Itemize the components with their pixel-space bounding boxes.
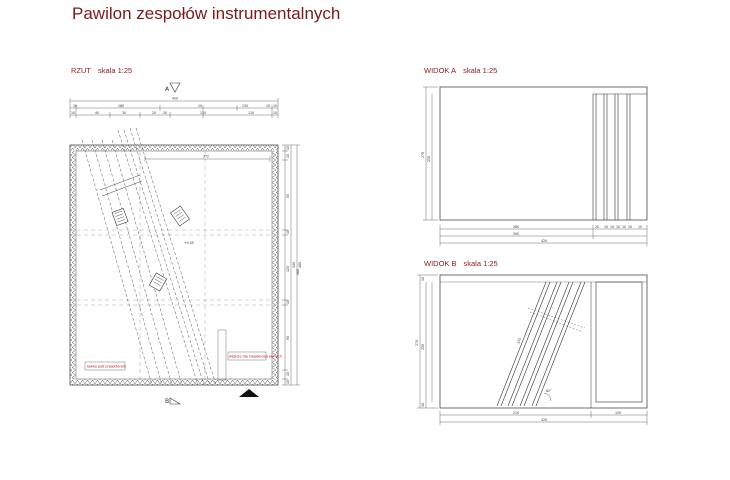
- widok-b-title: WIDOK B: [424, 259, 457, 268]
- view-a-drawing: [421, 87, 647, 246]
- view-b-overall: 420: [541, 418, 548, 422]
- view-a-b5: 10: [622, 225, 627, 229]
- plan-dim-2-3: 30: [122, 111, 127, 115]
- plan-right-dim-9: 10: [286, 379, 290, 384]
- plan-dim-2-2: 40: [95, 111, 100, 115]
- view-b-side-1: 10: [421, 276, 425, 281]
- plan-right-total-3: 460: [296, 268, 300, 275]
- plan-diagonal-bars: [82, 128, 216, 385]
- plan-dim-overall: 420: [172, 96, 179, 101]
- page-title: Pawilon zespołów instrumentalnych: [72, 4, 341, 23]
- plan-right-dim-7: 90: [286, 335, 290, 340]
- bench-note-text: ławka pod projektorem: [87, 364, 126, 369]
- view-a-height-inner: 250: [427, 155, 431, 162]
- instrument-3: [149, 273, 166, 291]
- view-a-b4: 10: [616, 225, 621, 229]
- bench-note: [85, 362, 127, 370]
- view-b-side-2: 10: [421, 402, 425, 407]
- plan-right-dim-8: 10: [286, 371, 290, 376]
- plan-right-dim-3: 50: [286, 193, 290, 198]
- plan-right-dim-2: 10: [286, 153, 290, 158]
- view-a-b1: 20: [595, 225, 600, 229]
- plan-dim-top-1: 10: [73, 104, 78, 108]
- plan-grid-dashed: [70, 145, 278, 385]
- plan-dim-2-5: 20: [163, 111, 168, 115]
- plan-right-total-1: 440: [292, 261, 296, 268]
- view-a-segment-2: 300: [513, 232, 520, 236]
- view-b-height-inner: 250: [421, 343, 425, 350]
- rzut-title: RZUT: [71, 66, 91, 75]
- rzut-scale: skala 1:25: [98, 66, 133, 75]
- plan-dim-inner: 372: [203, 154, 210, 159]
- view-a-b2: 10: [604, 225, 609, 229]
- view-a-b3: 10: [610, 225, 615, 229]
- section-marker-b: [165, 398, 180, 405]
- widok-a-scale: skala 1:25: [463, 66, 498, 75]
- view-b-bottom-right: 100: [615, 411, 622, 415]
- plan-dim-top-4: 130: [242, 104, 249, 108]
- entry-arrow-icon: [239, 389, 259, 397]
- plan-right-dim-6: 10: [286, 299, 290, 304]
- view-b-angle: 62°: [546, 389, 552, 393]
- view-a-overall: 420: [541, 239, 548, 243]
- view-b-height-outer: 270: [415, 339, 419, 346]
- plan-right-dim-1: 10: [286, 145, 290, 150]
- section-marker-a: [165, 83, 180, 93]
- widok-a-title: WIDOK A: [424, 66, 457, 75]
- instrument-2: [170, 206, 189, 226]
- plan-level-note: +0.05: [184, 241, 194, 245]
- view-a-b7: 10: [638, 225, 643, 229]
- plan-right-dim-4: 10: [286, 229, 290, 234]
- plan-walls: [70, 145, 278, 385]
- widok-b-scale: skala 1:25: [463, 259, 498, 268]
- plan-dim-top-5: 10: [266, 104, 271, 108]
- plan-dim-top-3: 10: [198, 104, 203, 108]
- section-a-text: A: [165, 86, 170, 93]
- view-b-diag: 375: [516, 337, 523, 345]
- view-a-height-outer: 270: [421, 151, 425, 158]
- section-b-text: B: [165, 398, 170, 405]
- plan-dim-2-4: 20: [152, 111, 157, 115]
- plan-dim-2-1: 10: [71, 111, 76, 115]
- view-b-drawing: [415, 275, 647, 425]
- access-note-text: wejście dla niepełnosprawnych: [229, 354, 282, 359]
- plan-top-dimensions: [70, 98, 278, 118]
- plan-dim-top-2: 180: [118, 104, 125, 108]
- plan-dim-2-6: 110: [200, 111, 207, 115]
- plan-right-dim-5: 120: [286, 265, 290, 272]
- plan-right-total-2: 460: [298, 261, 302, 268]
- plan-dim-2-8: 10: [273, 111, 278, 115]
- view-a-b6: 10: [628, 225, 633, 229]
- plan-dim-top-6: 10: [273, 104, 278, 108]
- view-a-segment-1: 280: [513, 225, 520, 229]
- plan-dim-2-7: 110: [248, 111, 255, 115]
- view-b-bottom-left: 210: [513, 411, 520, 415]
